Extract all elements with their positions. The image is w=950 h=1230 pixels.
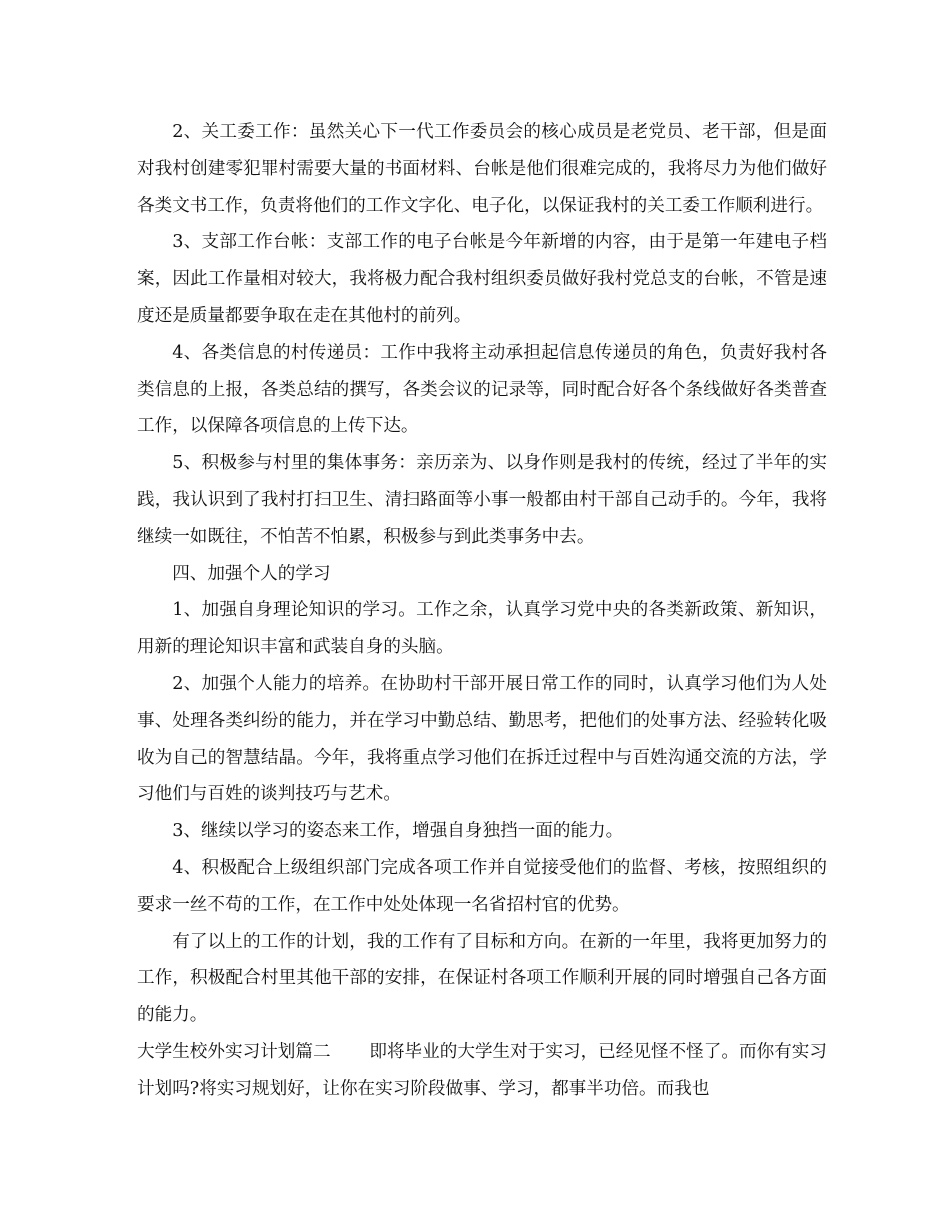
paragraph-learning-attitude: 3、继续以学习的姿态来工作，增强自身独挡一面的能力。 (172, 821, 624, 842)
section-heading-personal-study: 四、加强个人的学习 (172, 563, 331, 584)
paragraph-theory-study: 1、加强自身理论知识的学习。工作之余，认真学习党中央的各类新政策、新知识，用新的理论知识丰富和武装自身的头脑。 (137, 600, 827, 658)
document-body (137, 114, 827, 1108)
paragraph-ability-training: 2、加强个人能力的培养。在协助村干部开展日常工作的同时，认真学习他们为人处事、处理各类纠纷的能力，并在学习中勤总结、勤思考，把他们的处事方法、经验转化吸收为自己的智慧结晶。今年，我将重点学习他们在拆迁过程中与百姓沟通交流的方法，学习他们与百姓的谈判技巧与艺术。 (137, 673, 827, 805)
paragraph-collective-affairs: 5、积极参与村里的集体事务：亲历亲为、以身作则是我村的传统，经过了半年的实践，我认识到了我村打扫卫生、清扫路面等小事一般都由村干部自己动手的。今年，我将继续一如既往，不怕苦不怕累，积极参与到此类事务中去。 (137, 453, 827, 547)
paragraph-conclusion: 有了以上的工作的计划，我的工作有了目标和方向。在新的一年里，我将更加努力的工作，积极配合村里其他干部的安排，在保证村各项工作顺利开展的同时增强自己各方面的能力。 (137, 931, 827, 1026)
paragraph-branch-ledger: 3、支部工作台帐：支部工作的电子台帐是今年新增的内容，由于是第一年建电子档案，因此工作量相对较大，我将极力配合我村组织委员做好我村党总支的台帐，不管是速度还是质量都要争取在走在其他村的前列。 (137, 232, 827, 326)
paragraph-guangongwei: 2、关工委工作：虽然关心下一代工作委员会的核心成员是老党员、老干部，但是面对我村创建零犯罪村需要大量的书面材料、台帐是他们很难完成的，我将尽力为他们做好各类文书工作，负责将他们的工作文字化、电子化，以保证我村的关工委工作顺利进行。 (137, 122, 827, 216)
article-title-part-two: 大学生校外实习计划篇二 (137, 1041, 331, 1062)
closing-text: 即将毕业的大学生对于实习，已经见怪不怪了。而你有实习计划吗?将实习规划好，让你在实习阶段做事、学习，都事半功倍。而我也 (137, 1041, 827, 1099)
paragraph-cooperate-supervision: 4、积极配合上级组织部门完成各项工作并自觉接受他们的监督、考核，按照组织的要求一丝不苟的工作，在工作中处处体现一名省招村官的优势。 (137, 857, 827, 915)
paragraph-info-relay: 4、各类信息的村传递员：工作中我将主动承担起信息传递员的角色，负责好我村各类信息的上报，各类总结的撰写，各类会议的记录等，同时配合好各个条线做好各类普查工作，以保障各项信息的上传下达。 (137, 342, 827, 437)
closing-paragraph (137, 1034, 827, 1108)
